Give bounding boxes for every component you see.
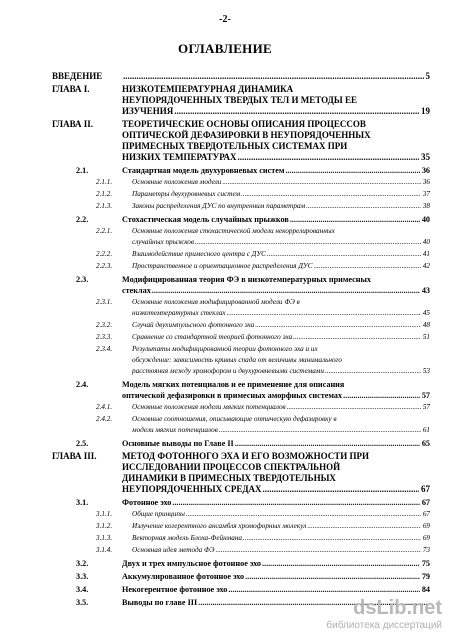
toc-entry xyxy=(52,320,430,331)
toc-entry-title: Модифицированная теория ФЭ в низкотемпературных примесных xyxy=(122,275,372,284)
toc-entry-number: 2.4.1. xyxy=(96,403,113,411)
toc-entry xyxy=(52,152,430,163)
toc-entry-number: 2.2.2. xyxy=(96,250,113,258)
toc-entry-page: 37 xyxy=(422,190,430,198)
toc-entry-number: 3.3. xyxy=(76,572,89,581)
toc-entry-title: Законы распределения ДУС по внутренним параметрам xyxy=(132,202,306,210)
toc-entry xyxy=(52,261,430,272)
toc-entry-title: Некогерентное фотонное эхо xyxy=(122,585,228,594)
toc-entry-number: 2.3.1. xyxy=(96,298,113,306)
toc-entry xyxy=(52,355,430,366)
toc-entry-title: Фотонное эхо xyxy=(122,498,172,507)
toc-entry-number: 2.3.2. xyxy=(96,321,113,329)
toc-entry xyxy=(52,509,430,520)
toc-entry xyxy=(52,484,430,495)
toc-entry xyxy=(52,71,430,82)
toc-entry-title: Аккумулированное фотонное эхо xyxy=(122,572,245,581)
toc-entry-page: 67 xyxy=(421,484,430,494)
watermark-subtitle: библиотека диссертаций xyxy=(326,620,442,631)
toc-entry-number: 3.1.1. xyxy=(96,510,113,518)
toc-entry-title: Выводы по главе III xyxy=(122,598,198,607)
toc-entry-number: 2.2.3. xyxy=(96,262,113,270)
toc-entry-title: Стохастическая модель случайных прыжков xyxy=(122,215,289,224)
toc-entry-number: 2.1. xyxy=(76,166,89,175)
toc-entry-number: ВВЕДЕНИЕ xyxy=(52,71,103,81)
toc-entry-page: 42 xyxy=(422,262,430,270)
toc-entry xyxy=(52,451,430,462)
toc-entry xyxy=(52,379,430,390)
toc-entry xyxy=(52,390,430,401)
toc-entry-title: низкотемпературных стеклах xyxy=(132,309,226,317)
toc-entry-title: обсуждение: зависимость кривых спада от величины минимального xyxy=(132,356,342,364)
toc-entry-title: НЕУПОРЯДОЧЕННЫХ СРЕДАХ xyxy=(122,484,262,494)
toc-entry-title: МЕТОД ФОТОННОГО ЭХА И ЕГО ВОЗМОЖНОСТИ ПРИ xyxy=(122,451,370,461)
toc-entry-title: ДИНАМИКИ В ПРИМЕСНЫХ ТВЕРДОТЕЛЬНЫХ xyxy=(122,473,336,483)
toc-entry-page: 75 xyxy=(421,559,430,568)
toc-entry xyxy=(52,308,430,319)
toc-entry-number: 2.3. xyxy=(76,275,89,284)
toc-entry xyxy=(52,189,430,200)
toc-entry-number: ГЛАВА I. xyxy=(52,84,90,94)
toc-entry-title: Основные соотношения, описывающие оптическую дефазировку в xyxy=(132,415,337,423)
toc-entry xyxy=(52,165,430,176)
toc-entry-title: оптической дефазировки в примесных аморфных системах xyxy=(122,391,343,400)
toc-entry-page: 36 xyxy=(422,178,430,186)
toc-entry-number: 2.3.3. xyxy=(96,333,113,341)
toc-entry-title: Основные положения стохастической модели некоррелированных xyxy=(132,227,335,235)
toc-entry-number: 2.4.2. xyxy=(96,415,113,423)
toc-entry xyxy=(52,130,430,141)
toc-entry xyxy=(52,106,430,117)
toc-entry xyxy=(52,584,430,595)
toc-entry xyxy=(52,402,430,413)
toc-entry xyxy=(52,237,430,248)
toc-entry-page: 40 xyxy=(421,215,430,224)
toc-entry-page: 45 xyxy=(422,309,430,317)
page-number: -2- xyxy=(219,14,231,25)
toc-entry-title: ПРИМЕСНЫХ ТВЕРДОТЕЛЬНЫХ СИСТЕМАХ ПРИ xyxy=(122,141,348,151)
toc-entry-number: 3.1. xyxy=(76,498,89,507)
toc-entry-number: 2.5. xyxy=(76,439,89,448)
toc-entry-page: 73 xyxy=(422,546,430,554)
toc-entry-title: Результаты модифицированной теории фотонного эха и их xyxy=(132,345,318,353)
watermark-brand: dsLib.net xyxy=(353,597,442,619)
toc-entry-title: модели мягких потенциалов xyxy=(132,426,218,434)
toc-entry-number: 3.2. xyxy=(76,559,89,568)
toc-entry-page: 67 xyxy=(422,510,430,518)
toc-entry-title: Основные положения модели мягких потенциалов xyxy=(132,403,286,411)
toc-entry xyxy=(52,497,430,508)
toc-entry-number: 2.1.1. xyxy=(96,178,113,186)
toc-entry-title: Пространственное и ориентационное распределения ДУС xyxy=(132,262,313,270)
toc-entry xyxy=(52,214,430,225)
toc-entry xyxy=(52,344,430,355)
toc-entry-page: 61 xyxy=(422,426,430,434)
toc-entry-title: случайных прыжков xyxy=(132,238,194,246)
toc-entry-page: 53 xyxy=(422,367,430,375)
toc-entry-page: 48 xyxy=(422,321,430,329)
toc-entry-number: 2.4. xyxy=(76,380,89,389)
toc-entry-title: Основная идея метода ФЭ xyxy=(132,546,215,554)
toc-entry-title: стеклах xyxy=(122,286,151,295)
toc-entry-title: Основные положения модели xyxy=(132,178,222,186)
toc-entry-page: 67 xyxy=(421,498,430,507)
toc-entry-number: 3.4. xyxy=(76,585,89,594)
toc-entry-title xyxy=(122,71,123,81)
toc-entry xyxy=(52,177,430,188)
toc-entry xyxy=(52,201,430,212)
toc-entry-page: 79 xyxy=(421,572,430,581)
toc-heading: ОГЛАВЛЕНИЕ xyxy=(178,41,272,56)
toc-entry-number: 2.2.1. xyxy=(96,227,113,235)
toc-entry-title: Модель мягких потенциалов и ее применение для описания xyxy=(122,380,345,389)
toc-entry-page: 57 xyxy=(422,403,430,411)
toc-entry-title: Излучение когерентного ансамбля хромофорных молекул xyxy=(132,522,307,530)
toc-entry xyxy=(52,249,430,260)
toc-entry-title: Взаимодействие примесного центра с ДУС xyxy=(132,250,266,258)
toc-entry xyxy=(52,141,430,152)
toc-entry-number: 3.1.3. xyxy=(96,534,113,542)
toc-entry xyxy=(52,473,430,484)
toc-entry xyxy=(52,274,430,285)
toc-entry xyxy=(52,95,430,106)
toc-entry-title: НИЗКОТЕМПЕРАТУРНАЯ ДИНАМИКА xyxy=(122,84,294,94)
toc-entry-page: 43 xyxy=(421,286,430,295)
toc-entry-title: Параметры двухуровневых систем xyxy=(132,190,241,198)
toc-entry-title: ИЗУЧЕНИЯ xyxy=(122,106,174,116)
toc-entry-title: НЕУПОРЯДОЧЕННЫХ ТВЕРДЫХ ТЕЛ И МЕТОДЫ ЕЕ xyxy=(122,95,357,105)
toc-entry-page: 19 xyxy=(421,106,430,116)
toc-entry-number: 2.1.3. xyxy=(96,202,113,210)
toc-entry-title: Основные выводы по Главе II xyxy=(122,439,234,448)
toc-entry xyxy=(52,425,430,436)
toc-entry-page: 84 xyxy=(421,585,430,594)
toc-entry xyxy=(52,297,430,308)
toc-entry xyxy=(52,462,430,473)
toc-entry-title: Двух и трех импульсное фотонное эхо xyxy=(122,559,261,568)
toc-entry-page: 41 xyxy=(422,250,430,258)
toc-entry xyxy=(52,226,430,237)
toc-entry xyxy=(52,414,430,425)
toc-entry-page: 51 xyxy=(422,333,430,341)
toc-entry-title: Сравнение со стандартной теорией фотонного эха xyxy=(132,333,293,341)
watermark xyxy=(326,597,442,631)
toc-entry-page: 38 xyxy=(422,202,430,210)
toc-entry-number: 2.1.2. xyxy=(96,190,113,198)
toc-entry xyxy=(52,285,430,296)
toc-entry xyxy=(52,332,430,343)
toc-entry-title: НИЗКИХ ТЕМПЕРАТУРАХ xyxy=(122,152,237,162)
toc-entry-title: Стандартная модель двухуровневых систем xyxy=(122,166,285,175)
toc-entry-page: 40 xyxy=(422,238,430,246)
toc-entry-number: 2.2. xyxy=(76,215,89,224)
toc-entry-title: ОПТИЧЕСКОЙ ДЕФАЗИРОВКИ В НЕУПОРЯДОЧЕННЫХ xyxy=(122,130,371,140)
toc-entry-title: расстояния между хромофором и двухуровневыми системами xyxy=(132,367,324,375)
toc-entry-number: 3.1.4. xyxy=(96,546,113,554)
toc-entry xyxy=(52,438,430,449)
toc-entry-number: 2.3.4. xyxy=(96,345,113,353)
toc-entry-title: ИССЛЕДОВАНИИ ПРОЦЕССОВ СПЕКТРАЛЬНОЙ xyxy=(122,462,341,472)
table-of-contents xyxy=(52,69,430,608)
toc-entry-page: 5 xyxy=(425,71,430,81)
toc-entry-number: ГЛАВА III. xyxy=(52,451,97,461)
toc-entry xyxy=(52,533,430,544)
toc-entry-title: Случай двухимпульсного фотонного эха xyxy=(132,321,255,329)
toc-entry-page: 69 xyxy=(422,534,430,542)
toc-entry-page: 65 xyxy=(421,439,430,448)
toc-entry-title: ТЕОРЕТИЧЕСКИЕ ОСНОВЫ ОПИСАНИЯ ПРОЦЕССОВ xyxy=(122,119,366,129)
toc-entry xyxy=(52,571,430,582)
toc-entry xyxy=(52,558,430,569)
toc-entry xyxy=(52,366,430,377)
toc-entry-page: 36 xyxy=(421,166,430,175)
toc-entry xyxy=(52,84,430,95)
toc-entry-title: Векторная модель Блоха-Фейнмана xyxy=(132,534,243,542)
toc-entry-page: 35 xyxy=(421,152,430,162)
toc-entry-title: Основные положения модифицированной модели ФЭ в xyxy=(132,298,300,306)
toc-entry-page: 57 xyxy=(421,391,430,400)
toc-entry-number: 3.1.2. xyxy=(96,522,113,530)
toc-entry xyxy=(52,119,430,130)
toc-entry-number: ГЛАВА II. xyxy=(52,119,94,129)
toc-entry-number: 3.5. xyxy=(76,598,89,607)
toc-entry xyxy=(52,521,430,532)
toc-entry-page: 69 xyxy=(422,522,430,530)
toc-entry xyxy=(52,545,430,556)
toc-entry-title: Общие принципы xyxy=(132,510,185,518)
